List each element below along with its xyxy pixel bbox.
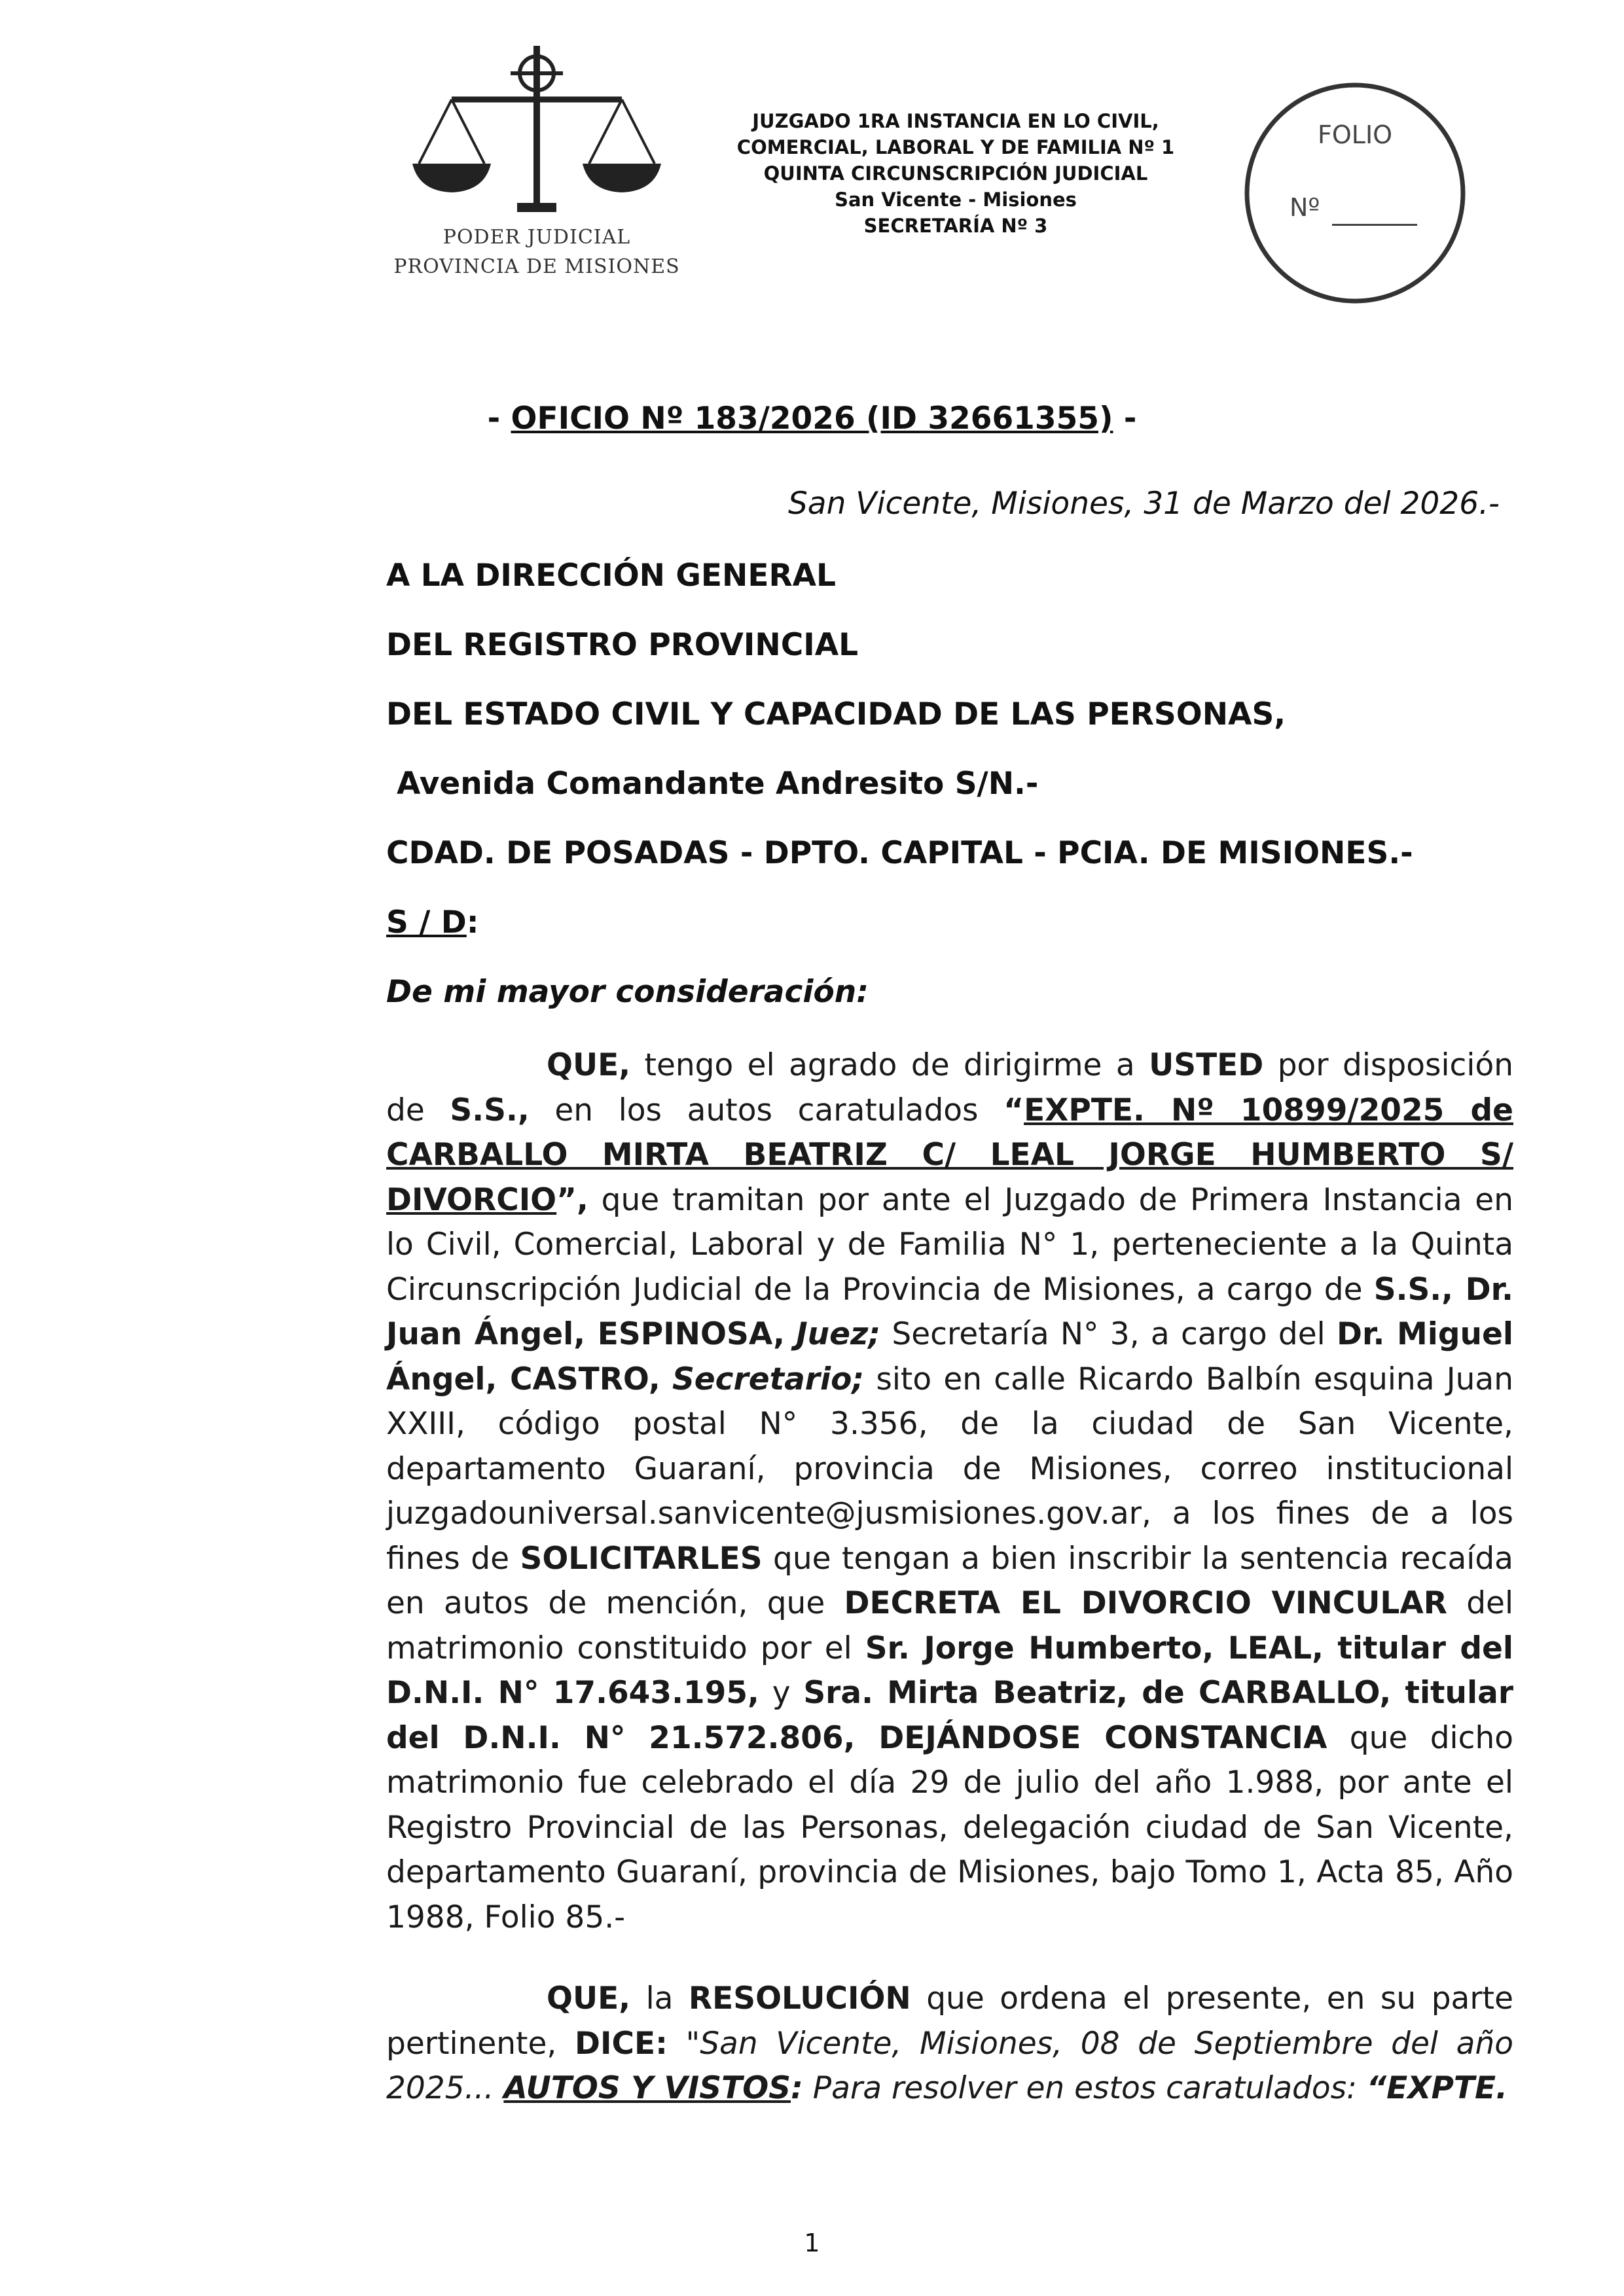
p1-segment: ”, [556, 1181, 588, 1218]
p2-segment: que ordena el presente, en su parte pertinente, [386, 1981, 1513, 2062]
secretary-title: Secretario; [672, 1361, 865, 1397]
p2-segment: QUE, [547, 1981, 631, 2017]
p2-segment: DICE: [575, 2025, 668, 2062]
p1-segment: tengo el agrado de dirigirme a [630, 1047, 1149, 1083]
scales-of-justice-icon [393, 39, 681, 223]
p1-segment: USTED [1149, 1047, 1264, 1083]
p1-segment: QUE, [547, 1047, 631, 1083]
sd-line [386, 905, 479, 941]
p2-segment: " [667, 2025, 700, 2062]
sd-colon: : [466, 905, 479, 941]
p2-segment: “EXPTE. [1366, 2070, 1507, 2106]
addressee-line: DEL ESTADO CIVIL Y CAPACIDAD DE LAS PERSONAS, [386, 696, 1286, 732]
court-line: SECRETARÍA Nº 3 [863, 215, 1048, 237]
document-title [0, 401, 1624, 437]
document-date: San Vicente, Misiones, 31 de Marzo del 2026.- [787, 486, 1500, 522]
p2-segment: la [630, 1981, 689, 2017]
court-line: COMERCIAL, LABORAL Y DE FAMILIA Nº 1 [736, 136, 1175, 158]
folio-stamp [1240, 79, 1470, 308]
logo-text-line-1: PODER JUDICIAL [442, 226, 631, 249]
addressee-line: DEL REGISTRO PROVINCIAL [386, 627, 859, 663]
court-line: San Vicente - Misiones [835, 188, 1077, 211]
p1-segment: que tengan a bien inscribir la sentencia recaída en autos de mención, que [386, 1540, 1513, 1621]
folio-stamp-circle-icon [1240, 79, 1470, 308]
body-paragraph-2 [386, 1977, 1513, 2111]
secretary-name: Dr. Miguel Ángel, CASTRO, [386, 1316, 1513, 1397]
p1-segment: S.S., [450, 1092, 530, 1128]
addressee-line: A LA DIRECCIÓN GENERAL [386, 558, 836, 594]
court-line: QUINTA CIRCUNSCRIPCIÓN JUDICIAL [763, 162, 1148, 185]
p1-segment: que tramitan por ante el Juzgado de Primera Instancia en lo Civil, Comercial, Laboral y de Familia N° 1, perteneciente a la Quinta Circunscripción Judicial de la Provincia de Misiones, a cargo de [386, 1181, 1513, 1308]
title-prefix: - [487, 401, 511, 437]
salutation: De mi mayor consideración: [386, 974, 869, 1010]
p2-segment: : [791, 2070, 803, 2106]
p1-segment: Secretaría N° 3, a cargo del [880, 1316, 1337, 1352]
folio-title: FOLIO [1318, 120, 1393, 149]
p1-segment: “ [1003, 1092, 1024, 1128]
p1-segment: en los autos caratulados [529, 1092, 1004, 1128]
folio-number-label: Nº [1290, 193, 1320, 222]
p2-segment: RESOLUCIÓN [688, 1981, 911, 2017]
p2-segment: San Vicente, Misiones, 08 de Septiembre del año 2025... [386, 2025, 1513, 2106]
party-1: Sr. Jorge Humberto, LEAL, titular del D.N.I. N° 17.643.195, [386, 1630, 1513, 1711]
p1-segment: por disposición de [386, 1047, 1513, 1128]
poder-judicial-logo [393, 39, 681, 288]
judge-name: S.S., Dr. Juan Ángel, ESPINOSA, [386, 1271, 1513, 1352]
judge-title: Juez; [796, 1316, 881, 1352]
p1-segment: SOLICITARLES [520, 1540, 763, 1577]
logo-text-line-2: PROVINCIA DE MISIONES [393, 255, 680, 278]
p1-segment: y [759, 1675, 804, 1711]
oficio-number: OFICIO Nº 183/2026 (ID 32661355) [511, 401, 1113, 437]
party-2: Sra. Mirta Beatriz, de CARBALLO, titular del D.N.I. N° 21.572.806, DEJÁNDOSE CONSTANCIA [386, 1675, 1513, 1756]
page-number: 1 [804, 2229, 820, 2257]
folio-number-blank [1332, 224, 1417, 226]
p2-segment: Para resolver en estos caratulados: [803, 2070, 1367, 2106]
title-suffix: - [1113, 401, 1137, 437]
p1-segment: sito en calle Ricardo Balbín esquina Juan XXIII, código postal N° 3.356, de la ciudad de San Vicente, departamento Guaraní, provincia de Misiones, correo institucional juzgadouniversal.sanvicente@jusmisiones.gov.ar, a los fines de a los fines de [386, 1361, 1513, 1577]
p1-segment: que dicho matrimonio fue celebrado el día 29 de julio del año 1.988, por ante el Registro Provincial de las Personas, delegación ciudad de San Vicente, departamento Guaraní, provincia de Misiones, bajo Tomo 1, Acta 85, Año 1988, Folio 85.- [386, 1719, 1513, 1935]
body-paragraph-1 [386, 1043, 1513, 1940]
court-line: JUZGADO 1RA INSTANCIA EN LO CIVIL, [752, 110, 1159, 132]
sd-underlined: S / D [386, 905, 467, 941]
autos-y-vistos: AUTOS Y VISTOS [503, 2070, 791, 2106]
addressee-line: Avenida Comandante Andresito S/N.- [397, 766, 1039, 802]
addressee-line: CDAD. DE POSADAS - DPTO. CAPITAL - PCIA. DE MISIONES.- [386, 835, 1413, 871]
p1-segment: del matrimonio constituido por el [386, 1585, 1514, 1666]
court-heading [681, 108, 1231, 239]
p1-segment: DECRETA EL DIVORCIO VINCULAR [844, 1585, 1447, 1621]
case-title: EXPTE. Nº 10899/2025 de CARBALLO MIRTA BEATRIZ C/ LEAL JORGE HUMBERTO S/ DIVORCIO [386, 1092, 1513, 1218]
